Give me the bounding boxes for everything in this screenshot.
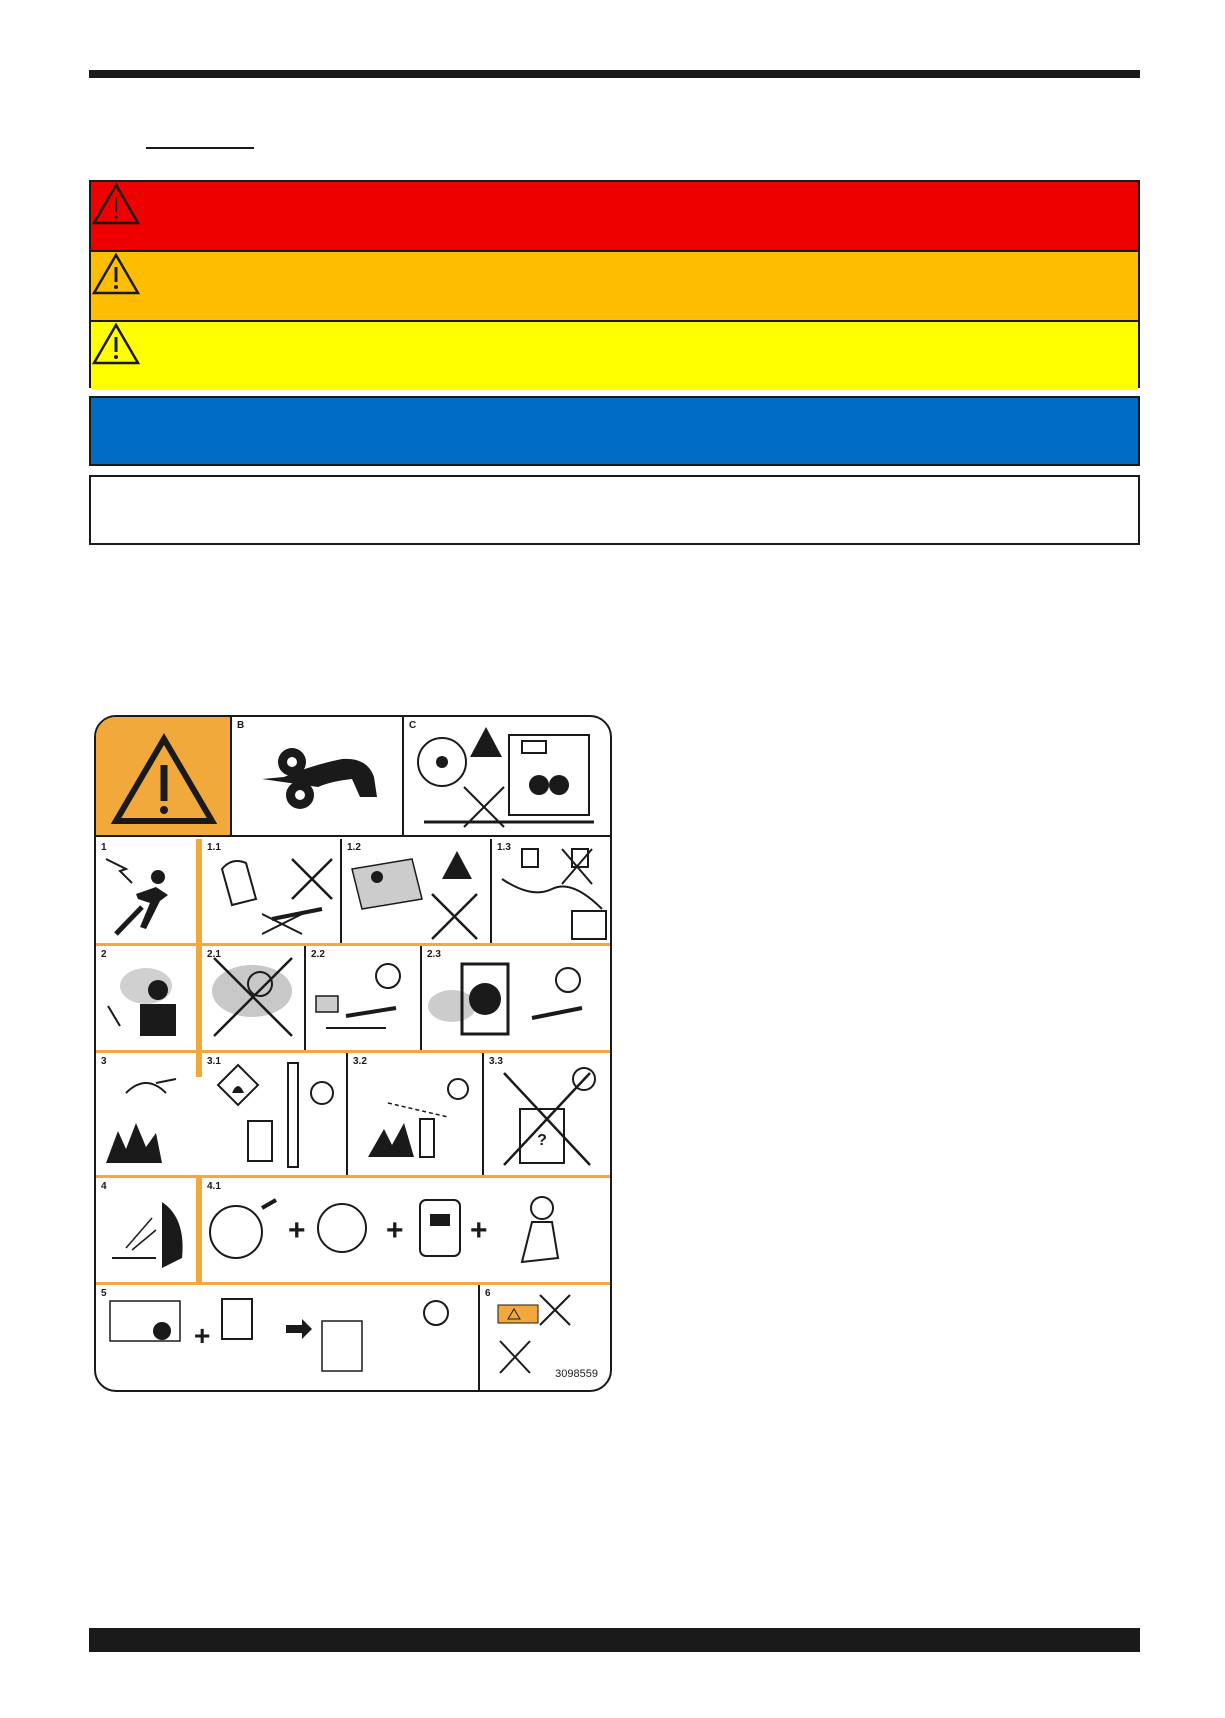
fumes-breathing-icon — [96, 946, 196, 1050]
danger-row — [91, 182, 1138, 252]
panel-1-1: 1.1 — [202, 839, 342, 943]
ventilation-fan-icon — [422, 946, 608, 1050]
wire-feeder-shock-icon — [404, 717, 608, 835]
read-manual-maintenance-icon — [96, 1285, 478, 1390]
warning-triangle-icon — [91, 252, 141, 320]
panel-1-3: 1.3 — [492, 839, 610, 943]
heading-underline — [146, 147, 254, 149]
dry-gloves-icon — [202, 839, 340, 943]
panel-2: 2 — [96, 946, 196, 1050]
panel-3: 3 — [96, 1053, 196, 1175]
warning-row — [91, 252, 1138, 322]
svg-text:+: + — [470, 1214, 488, 1247]
disconnect-power-icon — [492, 839, 610, 943]
warning-triangle-icon — [91, 322, 141, 390]
panel-1-2: 1.2 — [342, 839, 492, 943]
top-rule — [89, 70, 1140, 78]
rollers-hand-pinch-icon — [232, 717, 402, 835]
warning-triangle-icon — [91, 182, 141, 250]
notice-row — [89, 396, 1140, 466]
insulated-mat-icon — [342, 839, 490, 943]
panel-2-1: 2.1 — [202, 946, 306, 1050]
svg-text:+: + — [194, 1320, 211, 1351]
panel-4-1: 4.1 + + + — [202, 1178, 610, 1282]
panel-b: B — [232, 717, 404, 837]
main-warning-triangle-icon — [96, 717, 232, 837]
warning-label-sticker — [94, 715, 612, 1392]
fume-extraction-icon — [306, 946, 420, 1050]
panel-2-2: 2.2 — [306, 946, 422, 1050]
svg-text:?: ? — [537, 1132, 547, 1149]
part-number: 3098559 — [555, 1368, 598, 1380]
flammable-materials-icon — [202, 1053, 346, 1175]
panel-c: C — [404, 717, 610, 837]
hazard-level-table — [89, 180, 1140, 388]
fire-extinguisher-icon — [348, 1053, 482, 1175]
panel-5: 5 + — [96, 1285, 480, 1390]
electric-shock-icon — [96, 839, 196, 943]
info-row — [89, 475, 1140, 545]
panel-6: 6 3098559 — [480, 1285, 610, 1390]
panel-3-3: 3.3 ? — [484, 1053, 610, 1175]
caution-row — [91, 322, 1138, 390]
protective-equipment-icon — [202, 1178, 608, 1282]
panel-2-3: 2.3 — [422, 946, 610, 1050]
panel-1: 1 — [96, 839, 196, 943]
panel-4: 4 — [96, 1178, 196, 1282]
no-closed-containers-icon — [484, 1053, 608, 1175]
bottom-rule — [89, 1628, 1140, 1652]
panel-3-1: 3.1 — [202, 1053, 348, 1175]
panel-3-2: 3.2 — [348, 1053, 484, 1175]
panel-a — [96, 717, 232, 837]
arc-rays-icon — [96, 1178, 196, 1282]
no-fumes-icon — [202, 946, 304, 1050]
svg-text:+: + — [288, 1214, 306, 1247]
svg-text:+: + — [386, 1214, 404, 1247]
fire-explosion-icon — [96, 1053, 196, 1175]
